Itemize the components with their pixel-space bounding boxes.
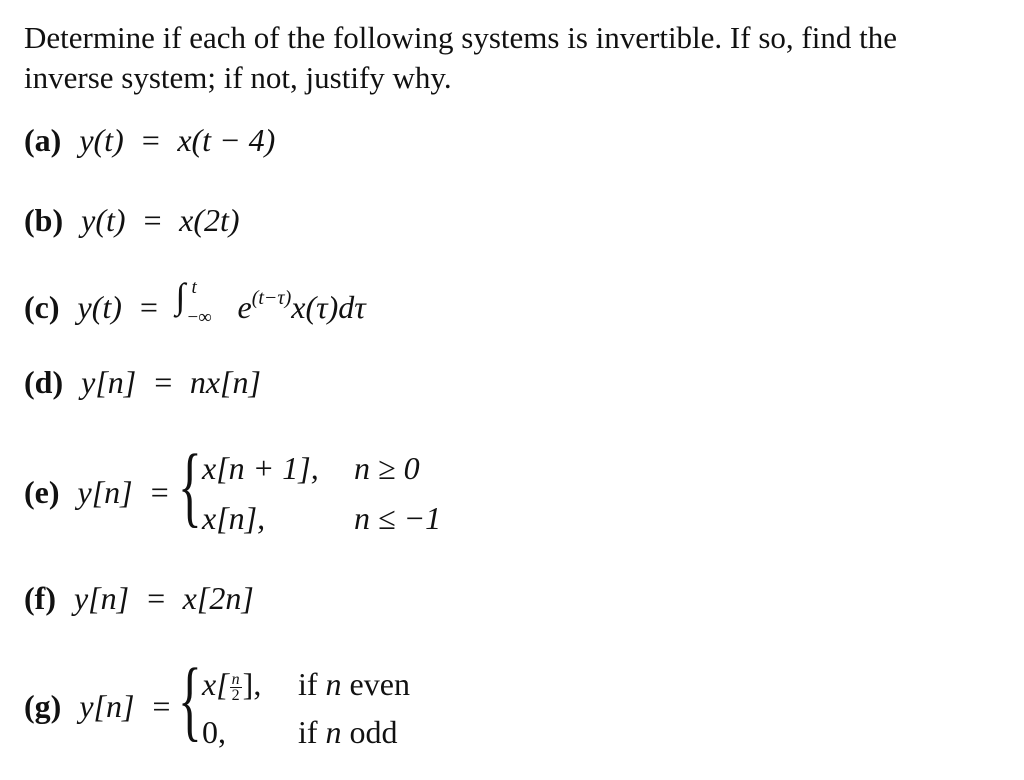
equation-lhs: y[n]	[73, 580, 130, 616]
integrand-rest: x(τ)dτ	[291, 289, 366, 325]
problem-label: (a)	[24, 122, 62, 158]
problem-label: (b)	[24, 202, 64, 238]
left-brace: {	[178, 651, 202, 750]
problem-d	[24, 362, 261, 402]
integral-upper-limit: t	[191, 277, 197, 298]
problem-label: (e)	[24, 474, 60, 510]
problem-label: (c)	[24, 289, 60, 325]
equation-lhs: y(t)	[79, 122, 124, 158]
equation-rhs: x[2n]	[182, 580, 254, 616]
case-expression-2: 0,	[202, 714, 226, 750]
case-expression-1: x[ $\frac{n}{2}$ ],	[202, 666, 262, 705]
case-expression-2: x[n],	[202, 500, 266, 536]
problem-c	[24, 278, 366, 327]
left-brace: {	[178, 437, 202, 536]
case-condition-1: if n even	[298, 666, 410, 702]
problem-label: (d)	[24, 364, 64, 400]
equals-sign: =	[141, 202, 164, 238]
equation-lhs: y(t)	[81, 202, 126, 238]
integral-lower-limit: −∞	[187, 307, 212, 328]
equals-sign: =	[137, 289, 160, 325]
equation-lhs: y(t)	[77, 289, 122, 325]
case-condition-1: n ≥ 0	[354, 450, 420, 486]
equation-rhs: x(2t)	[179, 202, 240, 238]
equation-lhs: y[n]	[77, 474, 133, 510]
equation-rhs: x(t − 4)	[177, 122, 276, 158]
equals-sign: =	[152, 364, 174, 400]
case-condition-2: if n odd	[298, 714, 398, 750]
problem-b	[24, 200, 240, 240]
equals-sign: =	[150, 688, 173, 724]
equals-sign: =	[139, 122, 162, 158]
problem-a	[24, 120, 275, 160]
integrand-exponent: (t−τ)	[251, 287, 292, 309]
problem-e	[24, 437, 524, 542]
case-expression-1: x[n + 1],	[202, 450, 319, 486]
problem-g	[24, 651, 524, 768]
integral-sign: ∫ t −∞	[176, 278, 210, 318]
problem-f	[24, 578, 254, 618]
equals-sign: =	[145, 580, 167, 616]
equation-lhs: y[n]	[81, 364, 137, 400]
fraction-n-over-2: $\frac{n}{2}$	[231, 671, 240, 705]
case-condition-2: n ≤ −1	[354, 500, 442, 536]
integrand-base: e	[237, 289, 252, 325]
equals-sign: =	[148, 474, 171, 510]
instructions-text: Determine if each of the following systems is invertible. If so, find the inverse system; if not, justify why.	[24, 20, 897, 95]
problem-label: (g)	[24, 688, 62, 724]
equation-rhs: nx[n]	[189, 364, 261, 400]
problem-label: (f)	[24, 580, 56, 616]
equation-lhs: y[n]	[79, 688, 135, 724]
